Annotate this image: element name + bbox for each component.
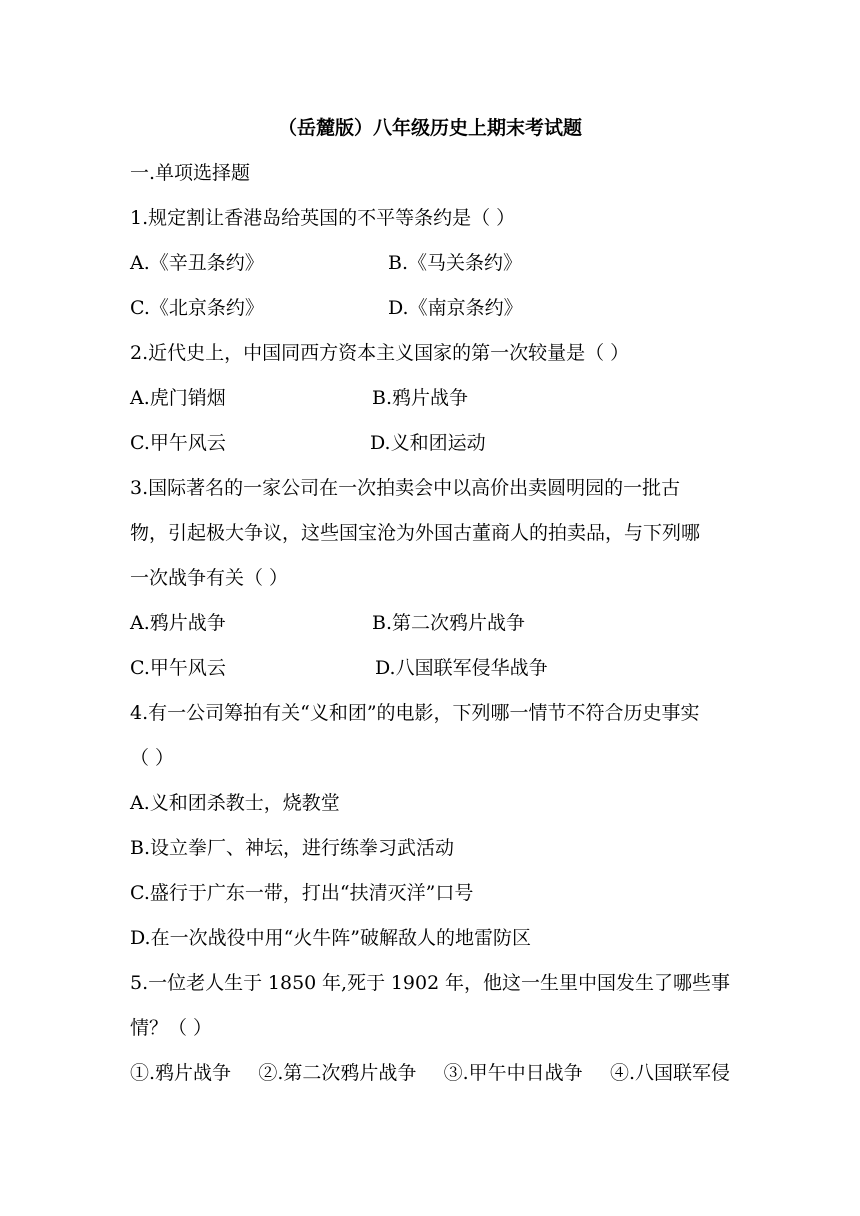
question-4-option-d: D.在一次战役中用“火牛阵”破解敌人的地雷防区 (130, 927, 532, 949)
question-3-option-a: A.鸦片战争 (130, 612, 226, 634)
question-1-option-d: D.《南京条约》 (388, 297, 523, 319)
question-2-option-d: D.义和团运动 (370, 432, 486, 454)
question-1-option-c: C.《北京条约》 (130, 297, 264, 319)
question-5-stem-line-1 (130, 969, 730, 997)
question-3-stem-line-3: 一次战争有关（ ） (130, 567, 289, 589)
question-3-stem-line-1: 3.国际著名的一家公司在一次拍卖会中以高价出卖圆明园的一批古 (130, 477, 681, 499)
question-5-item-4: ④.八国联军侵 (609, 1062, 730, 1084)
question-4-stem-line-2: （ ） (130, 747, 175, 769)
question-5-item-2: ②.第二次鸦片战争 (258, 1062, 417, 1084)
question-1-option-b: B.《马关条约》 (388, 252, 523, 274)
question-5-stem-text-2: 年,死于 (322, 972, 386, 994)
question-3-option-c: C.甲午风云 (130, 657, 226, 679)
question-5-death-year: 1902 (390, 972, 440, 994)
question-5-items (130, 1059, 730, 1087)
section-heading: 一.单项选择题 (130, 162, 251, 184)
question-2-stem: 2.近代史上，中国同西方资本主义国家的第一次较量是（ ） (130, 342, 630, 364)
question-1-option-a: A.《辛丑条约》 (130, 252, 264, 274)
question-4-option-c: C.盛行于广东一带，打出“扶清灭洋”口号 (130, 882, 474, 904)
question-2-option-c: C.甲午风云 (130, 432, 226, 454)
question-5-stem-line-2: 情？（ ） (130, 1017, 213, 1039)
question-2-option-a: A.虎门销烟 (130, 387, 226, 409)
question-3-stem-line-2: 物，引起极大争议，这些国宝沧为外国古董商人的拍卖品，与下列哪 (130, 522, 701, 544)
question-5-stem-text-1: 5.一位老人生于 (130, 972, 263, 994)
question-5-item-1: ①.鸦片战争 (130, 1062, 232, 1084)
question-4-stem-line-1: 4.有一公司筹拍有关“义和团”的电影，下列哪一情节不符合历史事实 (130, 702, 700, 724)
question-2-option-b: B.鸦片战争 (372, 387, 469, 409)
question-5-item-3: ③.甲午中日战争 (443, 1062, 583, 1084)
question-3-option-d: D.八国联军侵华战争 (375, 657, 548, 679)
question-3-option-b: B.第二次鸦片战争 (372, 612, 526, 634)
question-1-stem: 1.规定割让香港岛给英国的不平等条约是（ ） (130, 207, 516, 229)
question-5-stem-text-3: 年，他这一生里中国发生了哪些事 (444, 972, 730, 994)
page-title: （岳麓版）八年级历史上期末考试题 (277, 117, 582, 139)
question-5-birth-year: 1850 (267, 972, 317, 994)
question-4-option-a: A.义和团杀教士，烧教堂 (130, 792, 340, 814)
question-4-option-b: B.设立拳厂、神坛，进行练拳习武活动 (130, 837, 455, 859)
